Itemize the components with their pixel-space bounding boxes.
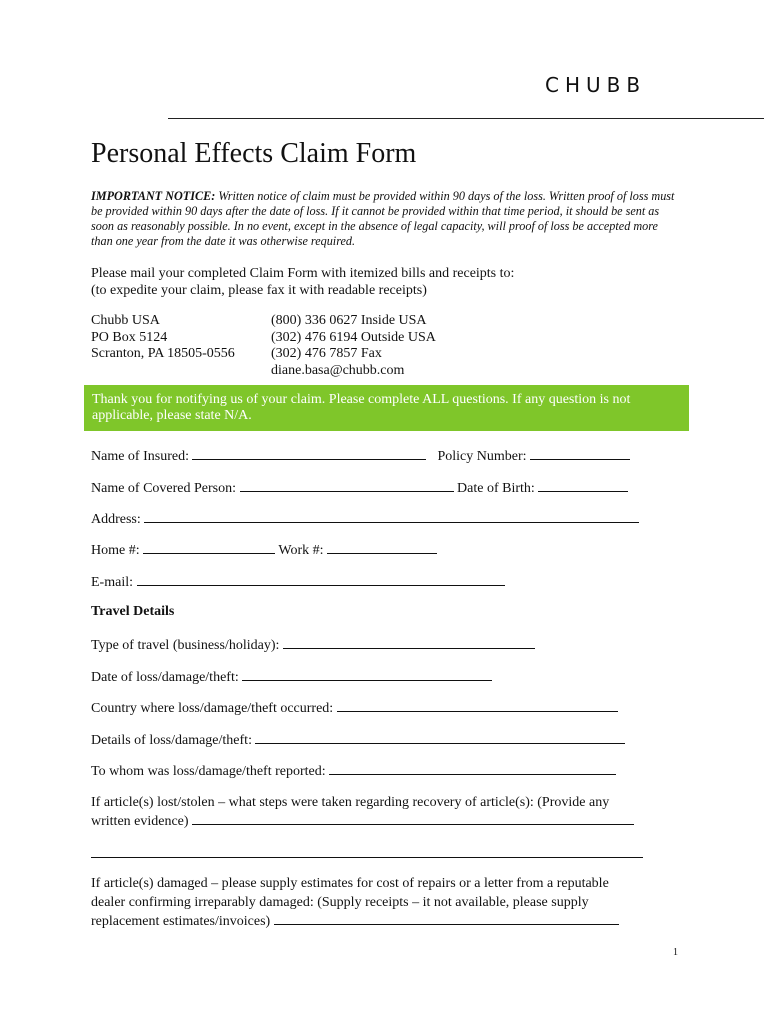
loss-date-field[interactable] [242,668,492,681]
damaged-line-2: dealer confirming irreparably damaged: (Supply receipts – it not available, please supply [91,895,589,910]
mailing-address [91,313,235,363]
loss-date-label: Date of loss/damage/theft: [91,670,239,685]
home-phone-field[interactable] [143,541,275,554]
work-phone-field[interactable] [327,541,437,554]
name-of-covered-person-label: Name of Covered Person: [91,481,237,496]
policy-number-field[interactable] [530,447,630,460]
claim-notice-banner: Thank you for notifying us of your claim. Please complete ALL questions. If any question is not applicable, please state N/A. [84,385,689,431]
row-loss-date [91,668,492,686]
page-title: Personal Effects Claim Form [91,138,417,169]
row-country [91,699,618,717]
home-phone-label: Home #: [91,543,140,558]
lost-stolen-line-2: written evidence) [91,814,189,829]
travel-type-label: Type of travel (business/holiday): [91,638,280,653]
address-line: Chubb USA [91,313,160,328]
name-of-insured-label: Name of Insured: [91,449,189,464]
damaged-line-3: replacement estimates/invoices) [91,914,271,929]
damaged-question [91,874,671,931]
contact-email-link[interactable]: diane.basa@chubb.com [271,362,405,378]
email-field[interactable] [137,573,505,586]
reported-to-field[interactable] [329,762,616,775]
lost-stolen-line-1: If article(s) lost/stolen – what steps were taken regarding recovery of article(s): (Provide any [91,795,610,810]
row-details [91,731,625,749]
row-phones [91,541,437,559]
reported-to-label: To whom was loss/damage/theft reported: [91,764,326,779]
repair-estimates-field[interactable] [274,912,619,925]
travel-type-field[interactable] [283,636,535,649]
important-notice [91,189,681,249]
loss-details-field[interactable] [255,731,625,744]
row-address [91,510,639,528]
address-label: Address: [91,512,141,527]
row-email [91,573,505,591]
recovery-evidence-field[interactable] [192,812,634,825]
work-phone-label: Work #: [278,543,324,558]
email-label: E-mail: [91,575,133,590]
address-field[interactable] [144,510,639,523]
damaged-line-1: If article(s) damaged – please supply estimates for cost of repairs or a letter from a reputable [91,876,609,891]
header-divider [168,118,764,119]
row-covered-person [91,479,628,497]
row-reported [91,762,616,780]
name-of-insured-field[interactable] [192,447,426,460]
contact-details [271,313,436,379]
lost-stolen-question [91,793,671,831]
row-insured [91,447,630,465]
chubb-logo: CHUBB [545,73,647,97]
country-field[interactable] [337,699,618,712]
address-line: PO Box 5124 [91,329,168,345]
address-line: Scranton, PA 18505-0556 [91,346,235,361]
loss-details-label: Details of loss/damage/theft: [91,733,252,748]
travel-details-heading: Travel Details [91,604,175,619]
page-number: 1 [673,947,678,958]
notice-label: IMPORTANT NOTICE: [91,189,216,203]
policy-number-label: Policy Number: [437,449,527,464]
date-of-birth-field[interactable] [538,479,628,492]
mail-line-2: (to expedite your claim, please fax it with readable receipts) [91,283,427,298]
mail-line-1: Please mail your completed Claim Form with itemized bills and receipts to: [91,266,515,281]
phone-outside-usa: (302) 476 6194 Outside USA [271,329,436,345]
fax-number: (302) 476 7857 Fax [271,346,382,361]
mail-instructions [91,265,681,299]
name-of-covered-person-field[interactable] [240,479,454,492]
phone-inside-usa: (800) 336 0627 Inside USA [271,313,427,328]
recovery-evidence-extra-line[interactable] [91,857,643,858]
country-label: Country where loss/damage/theft occurred: [91,701,334,716]
notice-text: Written notice of claim must be provided within 90 days of the loss. Written proof of loss must be provided within 90 days after the date of loss. If it cannot be provided within that time period, it should be sent as soon as reasonably possible. In no event, except in the absence of legal capacity, will proof of loss be accepted more than one year from the date it was otherwise required. [91,189,675,248]
row-travel-type [91,636,535,654]
date-of-birth-label: Date of Birth: [457,481,535,496]
